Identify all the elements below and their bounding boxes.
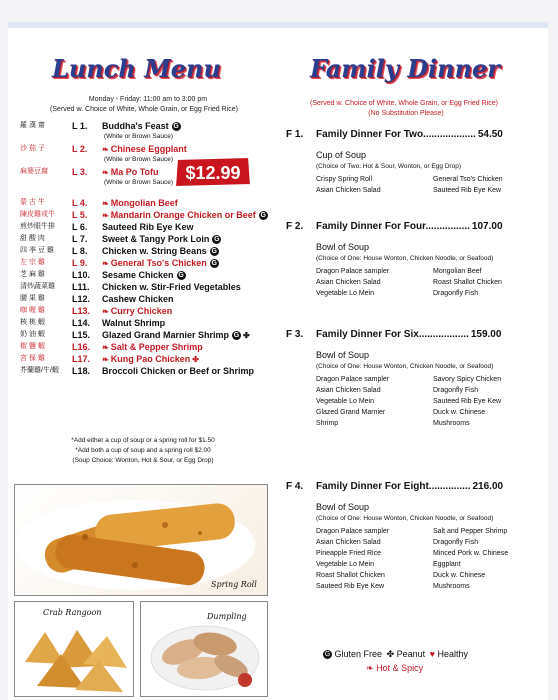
family-dinner-soup-choice: (Choice of One: House Wonton, Chicken Noodle, or Seafood) — [316, 255, 494, 262]
family-dinner-item: Vegetable Lo Mein — [316, 290, 374, 297]
family-dinner-leader: ............... — [428, 481, 471, 492]
lunch-item-name: Salt & Pepper Shrimp — [110, 342, 203, 352]
lunch-item — [20, 257, 275, 269]
lunch-item — [20, 341, 275, 353]
family-dinner-block — [286, 128, 546, 194]
spacer — [20, 189, 275, 197]
lunch-served: (Served w. Choice of White, Whole Grain, or Egg Fried Rice) — [50, 106, 238, 113]
lunch-item-chinese: 芝 麻 雞 — [20, 271, 45, 278]
heart-icon: ♥ — [429, 649, 436, 659]
lunch-item-chinese: 沙 茄 子 — [20, 145, 45, 152]
pepper-icon: ❧ — [102, 199, 109, 208]
family-dinner-number: F 1. — [286, 129, 304, 140]
family-dinner-price: 216.00 — [472, 481, 504, 492]
family-dinner-items — [316, 528, 546, 590]
family-dinner-item: Sauteed Rib Eye Kew — [433, 187, 502, 194]
lunch-item-name: Curry Chicken — [110, 306, 173, 316]
family-dinner-item: Duck w. Chinese — [433, 409, 486, 416]
family-dinner-number: F 4. — [286, 481, 304, 492]
lunch-item-code: L16. — [72, 342, 91, 352]
family-dinner-item: Asian Chicken Salad — [316, 279, 381, 286]
lunch-item-note: (White or Brown Sauce) — [104, 133, 173, 140]
lunch-item-chinese: 腰 果 雞 — [20, 295, 45, 302]
family-dinner-item: Dragon Palace sampler — [316, 528, 390, 535]
lunch-item-chinese: 椒 鹽 蝦 — [20, 343, 45, 350]
family-no-sub: (No Substitution Please) — [368, 110, 444, 117]
family-dinner-item: Asian Chicken Salad — [316, 539, 381, 546]
family-dinner-item: Mushrooms — [433, 420, 470, 427]
family-dinner-name: Family Dinner For Four — [316, 221, 426, 232]
pepper-icon: ❧ — [102, 307, 109, 316]
dumpling-photo — [140, 601, 268, 697]
family-dinner-item: Asian Chicken Salad — [316, 187, 381, 194]
family-dinner-item: Duck w. Chinese — [433, 572, 486, 579]
lunch-item-note: (White or Brown Sauce) — [104, 179, 173, 186]
family-dinner-item: Savory Spicy Chicken — [433, 376, 502, 383]
gluten-free-icon: G — [260, 212, 266, 220]
lunch-item-code: L11. — [72, 282, 90, 292]
lunch-item-name-wrap — [102, 365, 254, 377]
family-dinner-name: Family Dinner For Two — [316, 129, 424, 140]
family-dinner-item: Minced Pork w. Chinese — [433, 550, 509, 557]
lunch-item-name: Ma Po Tofu — [110, 167, 159, 177]
family-dinner-heading — [286, 128, 546, 142]
lunch-item-chinese: 核 桃 蝦 — [20, 319, 45, 326]
lunch-item — [20, 329, 275, 341]
lunch-item-code: L14. — [72, 318, 91, 328]
lunch-item-name: Buddha's Feast — [102, 121, 169, 131]
lunch-item-chinese: 煎炒眼牛排 — [20, 223, 55, 230]
family-dinner-block — [286, 328, 546, 427]
lunch-item-name: Broccoli Chicken or Beef or Shrimp — [102, 366, 255, 376]
family-dinner-item: Glazed Grand Marnier — [316, 409, 386, 416]
lunch-item-chinese: 甜 酸 肉 — [20, 235, 45, 242]
gluten-free-icon: G — [233, 332, 240, 340]
lunch-item — [20, 365, 275, 377]
family-dinner-item: Dragon Palace sampler — [316, 376, 390, 383]
family-dinner-item: Mongolian Beef — [433, 268, 482, 275]
lunch-item-name-wrap — [102, 317, 165, 329]
family-dinner-price: 107.00 — [471, 221, 503, 232]
crab-rangoon-caption: Crab Rangoon — [43, 608, 102, 617]
pepper-icon: ❧ — [102, 168, 109, 177]
lunch-item-chinese: 奶 油 蝦 — [20, 331, 45, 338]
gluten-free-icon: G — [173, 123, 179, 131]
lunch-item-chinese: 咖 喱 雞 — [20, 307, 45, 314]
lunch-item-name: Sauteed Rib Eye Kew — [102, 222, 194, 232]
lunch-item-name: Kung Pao Chicken — [110, 354, 191, 364]
family-dinner-name: Family Dinner For Eight — [316, 481, 429, 492]
family-dinner-item: Shrimp — [316, 420, 339, 427]
family-dinner-leader: ................ — [425, 221, 470, 232]
family-dinner-item: Vegetable Lo Mein — [316, 561, 374, 568]
family-dinner-item: Mushrooms — [433, 583, 470, 590]
dumpling-image — [141, 602, 267, 696]
lunch-add-notes — [28, 436, 258, 466]
family-dinner-item: Roast Shallot Chicken — [433, 279, 502, 286]
family-dinner-name: Family Dinner For Six — [316, 329, 419, 340]
price-text: $12.99 — [185, 163, 241, 183]
family-served: (Served w. Choice of White, Whole Grain, or Egg Fried Rice) — [310, 100, 498, 107]
dumpling-caption: Dumpling — [207, 612, 247, 621]
family-dinner-item: Pineapple Fried Rice — [316, 550, 381, 557]
peanut-icon: ✤ — [192, 355, 199, 364]
family-dinner-price: 159.00 — [470, 329, 502, 340]
family-dinner-items — [316, 376, 546, 427]
legend-peanut: Peanut — [396, 649, 426, 659]
family-dinner-soup: Bowl of Soup — [316, 350, 370, 360]
note-line: (Soup Choice: Wonton, Hot & Sour, or Egg Drop) — [72, 457, 214, 464]
family-dinner-soup: Bowl of Soup — [316, 502, 370, 512]
lunch-item-code: L17. — [72, 354, 91, 364]
family-dinner-item: Sauteed Rib Eye Kew — [433, 398, 502, 405]
lunch-item-chinese: 左 宗 雞 — [20, 259, 45, 266]
family-dinner-soup: Cup of Soup — [316, 150, 367, 160]
family-dinner-item: Dragon Palace sampler — [316, 268, 390, 275]
lunch-item-name: Walnut Shrimp — [102, 318, 166, 328]
family-dinner-item: General Tso's Chicken — [433, 176, 503, 183]
family-dinner-heading — [286, 220, 546, 234]
spring-roll-image — [15, 485, 267, 595]
family-column — [276, 28, 548, 700]
legend-gluten-free: Gluten Free — [334, 649, 383, 659]
lunch-item-name: Mongolian Beef — [110, 198, 178, 208]
pepper-icon: ❧ — [102, 145, 109, 154]
lunch-item-chinese: 羅 漢 齋 — [20, 122, 45, 129]
family-dinner-soup-choice: (Choice of One: House Wonton, Chicken Noodle, or Seafood) — [316, 515, 494, 522]
family-dinner-heading — [286, 480, 546, 494]
peanut-icon: ✤ — [386, 649, 395, 659]
spring-roll-caption: Spring Roll — [211, 580, 257, 589]
lunch-item — [20, 120, 275, 132]
legend-spicy: Hot & Spicy — [376, 663, 424, 673]
lunch-title: Lunch Menu — [52, 54, 221, 83]
lunch-item-name: Chicken w. Stir-Fried Vegetables — [102, 282, 241, 292]
lunch-item-chinese: 四 季 豆 雞 — [20, 247, 54, 254]
gluten-free-icon: G — [211, 248, 217, 256]
family-dinner-item: Asian Chicken Salad — [316, 387, 381, 394]
lunch-item-name: Sweet & Tangy Pork Loin — [102, 234, 210, 244]
gluten-free-icon: G — [178, 272, 184, 280]
family-title: Family Dinner — [310, 54, 500, 83]
menu-page — [8, 22, 548, 700]
lunch-item — [20, 233, 275, 245]
family-dinner-items — [316, 176, 546, 194]
family-dinner-items — [316, 268, 546, 297]
pepper-icon: ❧ — [102, 211, 109, 220]
note-line: *Add both a cup of soup and a spring roll $2.00 — [75, 447, 211, 454]
legend — [320, 649, 468, 660]
family-dinner-item: Vegetable Lo Mein — [316, 398, 374, 405]
family-dinner-item: Eggplant — [433, 561, 461, 568]
family-dinner-soup: Bowl of Soup — [316, 242, 370, 252]
pepper-icon: ❧ — [102, 355, 109, 364]
lunch-item-name-wrap — [102, 120, 181, 132]
family-dinner-item: Salt and Pepper Shrimp — [433, 528, 508, 535]
pepper-icon: ❧ — [102, 343, 109, 352]
legend-spicy-row — [366, 663, 423, 674]
lunch-item — [20, 245, 275, 257]
lunch-item-name-wrap — [102, 293, 174, 305]
lunch-item — [20, 293, 275, 305]
family-dinner-block — [286, 220, 546, 297]
lunch-item-chinese: 宮 保 雞 — [20, 355, 45, 362]
lunch-item-name-wrap — [102, 221, 194, 233]
lunch-item-name-wrap — [102, 245, 219, 257]
lunch-item-name-wrap — [102, 281, 241, 293]
lunch-item-name: Mandarin Orange Chicken or Beef — [110, 210, 256, 220]
lunch-item-name: Cashew Chicken — [102, 294, 174, 304]
lunch-item-code: L 2. — [72, 144, 88, 154]
lunch-item — [20, 269, 275, 281]
legend-healthy: Healthy — [437, 649, 469, 659]
lunch-item-code: L 7. — [72, 234, 88, 244]
lunch-item — [20, 353, 275, 365]
lunch-item-note-row — [20, 132, 275, 143]
family-dinner-number: F 2. — [286, 221, 304, 232]
lunch-item-code: L15. — [72, 330, 91, 340]
pepper-icon: ❧ — [102, 259, 109, 268]
family-dinner-item: Dragonfly Fish — [433, 539, 479, 546]
lunch-item-name-wrap — [102, 233, 221, 245]
gluten-free-icon: G — [211, 260, 217, 268]
lunch-item-code: L13. — [72, 306, 91, 316]
family-dinner-block — [286, 480, 546, 590]
lunch-item — [20, 197, 275, 209]
lunch-item-name-wrap — [102, 269, 186, 281]
price-badge — [173, 155, 253, 189]
family-dinner-leader: ................... — [423, 129, 476, 140]
family-dinner-leader: .................. — [418, 329, 469, 340]
family-dinner-item: Roast Shallot Chicken — [316, 572, 385, 579]
lunch-item-name: Sesame Chicken — [102, 270, 174, 280]
lunch-item-name: Glazed Grand Marnier Shrimp — [102, 330, 230, 340]
lunch-item-note: (White or Brown Sauce) — [104, 156, 173, 163]
family-dinner-heading — [286, 328, 546, 342]
lunch-item-code: L 1. — [72, 121, 88, 131]
lunch-item-chinese: 清炒蔬菜雞 — [20, 283, 55, 290]
lunch-column — [8, 28, 276, 700]
lunch-item-name: Chinese Eggplant — [110, 144, 187, 154]
crab-rangoon-photo — [14, 601, 134, 697]
lunch-item-name: Chicken w. String Beans — [102, 246, 207, 256]
pepper-icon: ❧ — [366, 663, 374, 673]
family-dinner-item: Dragonfly Fish — [433, 290, 479, 297]
lunch-item-code: L 6. — [72, 222, 88, 232]
peanut-icon: ✤ — [243, 331, 250, 340]
note-line: *Add either a cup of soup or a spring roll for $1.50 — [71, 437, 215, 444]
lunch-item — [20, 317, 275, 329]
lunch-item-code: L10. — [72, 270, 91, 280]
family-dinner-price: 54.50 — [477, 129, 503, 140]
lunch-item-chinese: 芥蘭雞/牛/蝦 — [20, 367, 59, 374]
family-dinner-item: Crispy Spring Roll — [316, 176, 373, 183]
lunch-item-chinese: 蒙 古 牛 — [20, 199, 45, 206]
lunch-item-code: L18. — [72, 366, 91, 376]
family-dinner-item: Sauteed Rib Eye Kew — [316, 583, 385, 590]
lunch-item — [20, 209, 275, 221]
lunch-item — [20, 221, 275, 233]
gluten-free-icon: G — [324, 651, 331, 659]
lunch-item-chinese: 麻婆豆腐 — [20, 168, 48, 175]
gluten-free-icon: G — [214, 236, 220, 244]
lunch-item-code: L 9. — [72, 258, 88, 268]
family-dinner-number: F 3. — [286, 329, 304, 340]
lunch-item-code: L 4. — [72, 198, 88, 208]
lunch-item-code: L 8. — [72, 246, 88, 256]
lunch-item-code: L 5. — [72, 210, 88, 220]
lunch-item-code: L 3. — [72, 167, 88, 177]
lunch-item — [20, 143, 275, 155]
lunch-hours: Monday - Friday: 11:00 am to 3:00 pm — [88, 96, 208, 103]
spring-roll-photo — [14, 484, 268, 596]
lunch-item — [20, 305, 275, 317]
lunch-item-code: L12. — [72, 294, 91, 304]
lunch-item-chinese: 陳皮雞或牛 — [20, 211, 55, 218]
lunch-item-name: General Tso's Chicken — [110, 258, 207, 268]
family-dinner-soup-choice: (Choice of Two: Hot & Sour, Wonton, or Egg Drop) — [316, 163, 461, 170]
lunch-item — [20, 281, 275, 293]
family-dinner-soup-choice: (Choice of One: House Wonton, Chicken Noodle, or Seafood) — [316, 363, 494, 370]
family-dinner-item: Dragonfly Fish — [433, 387, 479, 394]
